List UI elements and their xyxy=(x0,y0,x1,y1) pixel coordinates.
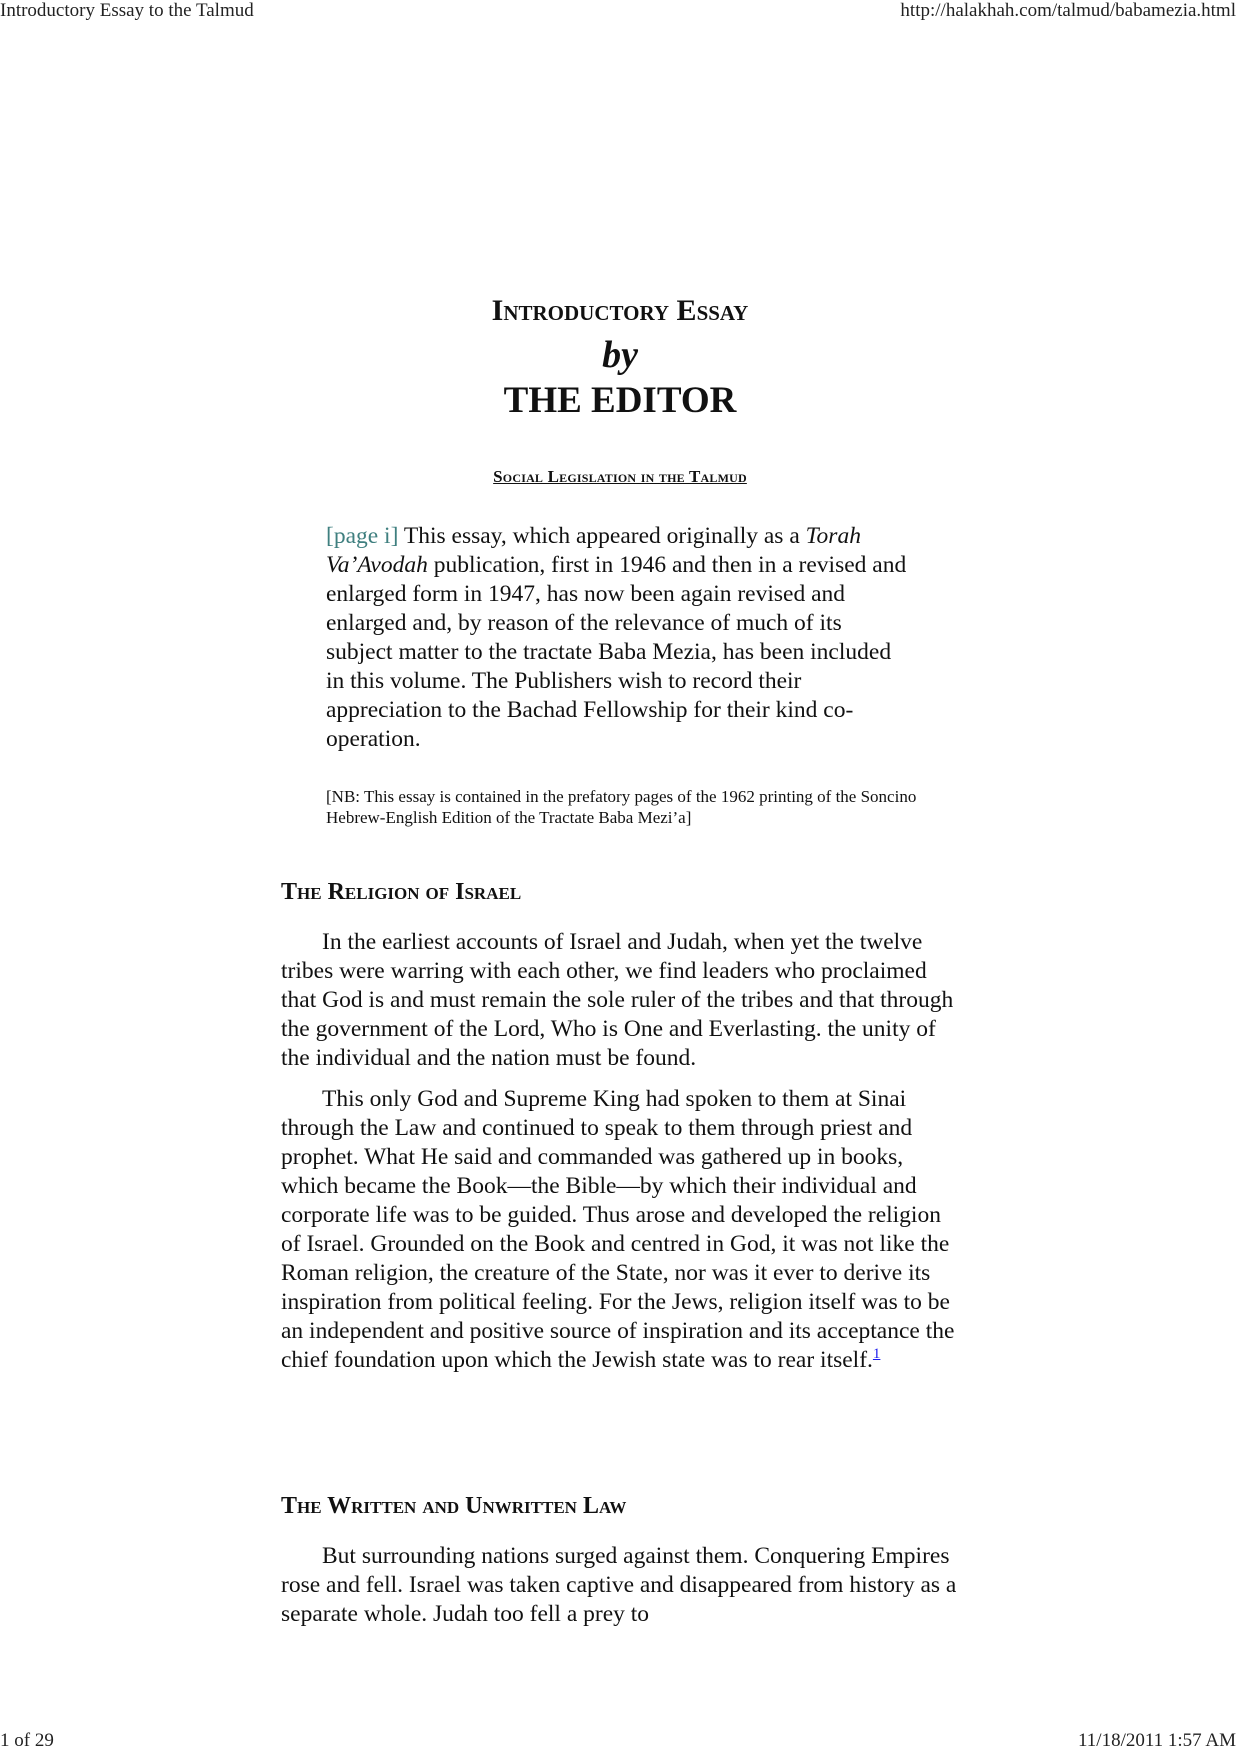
paragraph: In the earliest accounts of Israel and Judah, when yet the twelve tribes were warring with each other, we find leaders who proclaimed that God is and must remain the sole ruler of the tribes and that through the government of the Lord, Who is One and Everlasting. the unity of the individual and the nation must be found. xyxy=(281,929,954,1071)
title-by: by xyxy=(602,334,638,376)
intro-italic-title: Torah Va’Avodah xyxy=(326,523,861,578)
editorial-note: [NB: This essay is contained in the prefatory pages of the 1962 printing of the Soncino Hebrew-English Edition of the Tractate Baba Mezi’a] xyxy=(326,787,917,827)
section-heading-religion: The Religion of Israel xyxy=(281,879,522,905)
page-count: 1 of 29 xyxy=(0,1730,54,1751)
page-reference: [page i] xyxy=(326,523,399,549)
print-header-title: Introductory Essay to the Talmud xyxy=(0,0,254,21)
section-heading-law: The Written and Unwritten Law xyxy=(281,1493,627,1519)
page-title: Introductory Essay xyxy=(491,294,749,327)
section-body-religion xyxy=(281,928,961,1387)
paragraph: But surrounding nations surged against them. Conquering Empires rose and fell. Israel was taken captive and disappeared from history as a separate whole. Judah too fell a prey to xyxy=(281,1543,957,1627)
footnote-link[interactable]: 1 xyxy=(872,1346,881,1363)
title-author: THE EDITOR xyxy=(503,380,737,421)
print-header-url: http://halakhah.com/talmud/babamezia.html xyxy=(900,0,1236,21)
intro-paragraph xyxy=(326,522,911,754)
paragraph xyxy=(281,1085,961,1375)
intro-text-2: publication, first in 1946 and then in a revised and enlarged form in 1947, has now been again revised and enlarged and, by reason of the relevance of much of its subject matter to the tractate Baba Mezia, has been included in this volume. The Publishers wish to record their appreciation to the Bachad Fellowship for their kind co-operation. xyxy=(326,552,907,752)
paragraph-text: This only God and Supreme King had spoken to them at Sinai through the Law and continued to speak to them through priest and prophet. What He said and commanded was gathered up in books, which became the Book—the Bible—by which their individual and corporate life was to be guided. Thus arose and developed the religion of Israel. Grounded on the Book and centred in God, it was not like the Roman religion, the creature of the State, nor was it ever to derive its inspiration from political feeling. For the Jews, religion itself was to be an independent and positive source of inspiration and its acceptance the chief foundation upon which the Jewish state was to rear itself. xyxy=(281,1086,955,1373)
print-timestamp: 11/18/2011 1:57 AM xyxy=(1078,1730,1236,1751)
section-body-law xyxy=(281,1542,961,1641)
title-block xyxy=(0,290,1240,424)
intro-text-1: This essay, which appeared originally as a xyxy=(398,523,806,549)
subtitle: Social Legislation in the Talmud xyxy=(493,467,747,486)
